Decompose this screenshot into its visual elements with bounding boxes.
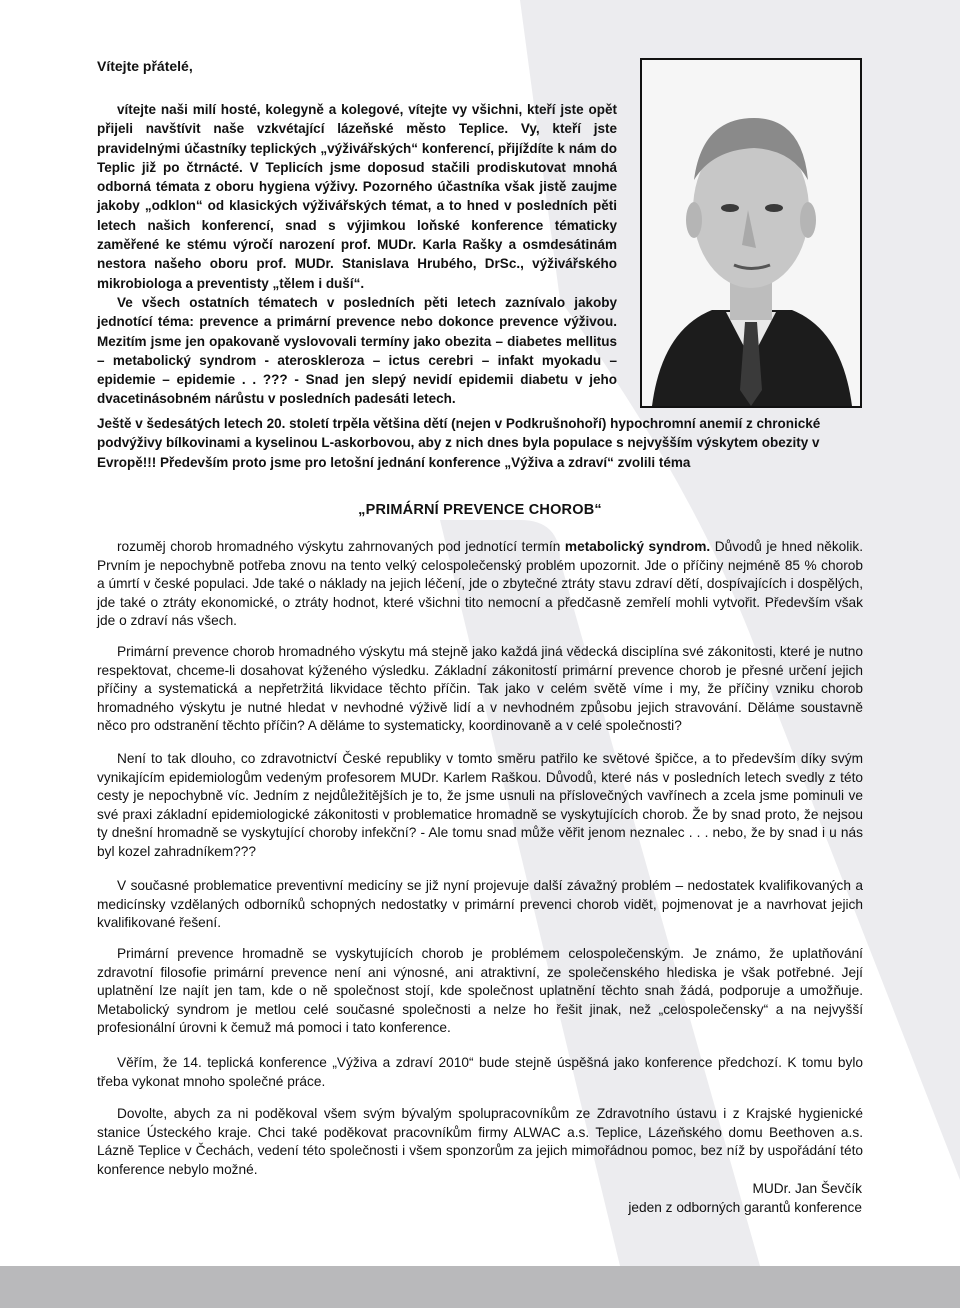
greeting: Vítejte přátelé, bbox=[97, 58, 193, 74]
section-heading: „PRIMÁRNÍ PREVENCE CHOROB“ bbox=[358, 502, 602, 518]
p5-text: Primární prevence hromadně se vyskytujících chorob je problémem celospolečenským. Je známo, že uplatňování zdravotní filosofie primární prevence není ani výnosné, ani atraktivní, ze společenského hlediska je však potřebné. Její uplatnění lze najít jen tam, kde o ně společnost stojí, kde společnost uplatnění těchto snah žádá, podporuje a umožňuje. Metabolický syndrom je metlou celé současné společnosti a nelze ho řešit jinak, než „celospolečensky“ a na nejvyšší profesionální úrovni k čemuž má pomoci i tato konference. bbox=[97, 946, 863, 1035]
p2-text: Primární prevence chorob hromadného výskytu má stejně jako každá jiná vědecká disciplína své zákonitosti, které je nutno respektovat, chceme-li dosahovat kýženého výsledku. Základní zákonitostí primární prevence chorob je přesné určení jejich příčiny a systematická a nepřetržitá likvidace těchto příčin. Tak jako v celém světě víme i my, že příčiny vzniku chorob hromadného výskytu je nutné hledat v nevhodné výživě lidí a v nevhodném způsobu jejich stravování. Děláme soustavně něco pro odstranění těchto příčin? A děláme to systematicky, koordinovaně a v celé společnosti? bbox=[97, 644, 863, 733]
p4-text: V současné problematice preventivní medicíny se již nyní projevuje další závažný problém – nedostatek kvalifikovaných a medicínsky vzdělaných odborníků schopných nedostatky v primární prevenci chorob vidět, pojmenovat je a navrhovat jejich kvalifikované řešení. bbox=[97, 878, 863, 930]
intro-paragraph-1: vítejte naši milí hosté, kolegyně a kolegové, vítejte vy všichni, kteří jste opět přijeli navštívit naše vzkvétající lázeňské město Teplice. Vy, kteří jste pravidelnými účastníky teplických „výživářských“ konferencí, přijíždíte k nám do Teplic již po čtrnácté. V Teplicích jsme doposud stačili prodiskutovat mnohá odborná témata z oboru hygiena výživy. Pozorného účastníka však jistě zaujme jakoby „odklon“ od klasických výživářských témat, a to hned v posledních pěti letech našich konferencí, snad s výjimkou loňské konference tématicky zaměřené ke stému výročí narození prof. MUDr. Karla Rašky a osmdesátinám nestora našeho oboru prof. MUDr. Stanislava Hrubého, DrSc., výživářského mikrobiologa a preventisty „tělem i duší“. bbox=[97, 102, 617, 291]
body-paragraph-4 bbox=[97, 877, 863, 933]
p1-end: Důvodů je hned několik. Prvním je nepochybně potřeba znovu na tento velký celospolečenský problém upozornit. Jde o příčiny nejméně 85 % chorob a úmrtí v české populaci. Jde také o náklady na jejich léčení, jde o zbytečné ztráty stavu zdraví dětí, dospívajících i dospělých, jde také o ztráty ekonomické, o ztráty hodnot, které všichni tito nemocní a předčasně zemřelí mohli vytvořit. Především však jde o zdraví nás všech. bbox=[97, 539, 864, 628]
body-paragraph-1 bbox=[97, 538, 863, 631]
p6-text: Věřím, že 14. teplická konference „Výživa a zdraví 2010“ bude stejně úspěšná jako konference předchozí. K tomu bylo třeba vykonat mnoho společné práce. bbox=[97, 1055, 863, 1089]
p3-text: Není to tak dlouho, co zdravotnictví České republiky v tomto směru patřilo ke světové špičce, a to především díky svým vynikajícím epidemiologům vedeným profesorem MUDr. Karlem Raškou. Důvodů, které nás v posledních letech svedly z této cesty je nepochybně víc. Jedním z nejdůležitějších je to, že jsme usnuli na příslovečných vavřínech a zcela jsme pominuli ve své praxi základní epidemiologické zákonitosti v problematice hromadně se vyskytujících chorob. Že by snad proto, že nejsou ty dnešní hromadně se vyskytující choroby infekční? - Ale tomu snad může věřit jenom neznalec . . . nebo, že by snad i u nás byl kozel zahradníkem??? bbox=[97, 751, 863, 859]
metabolic-syndrome-term: metabolický syndrom. bbox=[564, 539, 711, 554]
body-paragraph-7 bbox=[97, 1105, 863, 1179]
body-paragraph-6 bbox=[97, 1054, 863, 1091]
signature-name: MUDr. Jan Ševčík bbox=[752, 1181, 862, 1196]
body-paragraph-2 bbox=[97, 643, 863, 736]
body-paragraph-3 bbox=[97, 750, 863, 861]
intro-paragraph-2: Ve všech ostatních tématech v posledních pěti letech zaznívalo jakoby jednotící téma: prevence a primární prevence nebo dokonce prevence výživou. Mezitím jsme jen opakovaně vyslovovali termíny jako obezita – diabetes mellitus – metabolický syndrom - ateroskleroza – ictus cerebri – infakt myokadu – epidemie – epidemie . . ??? - Snad jen slepý nevidí epidemii diabetu v jeho dvacetinásobném nárůstu v posledních padesáti letech. bbox=[97, 294, 617, 407]
portrait-illustration bbox=[642, 60, 860, 406]
body-paragraph-5 bbox=[97, 945, 863, 1038]
intro-wide-paragraph: Ještě v šedesátých letech 20. století trpěla většina dětí (nejen v Podkrušnohoří) hypochromní anemií z chronické podvýživy bílkovinami a kyselinou L-askorbovou, aby z nich dnes byla populace s nejvyšším výskytem obezity v Evropě!!! Především proto jsme pro letošní jednání konference „Výživa a zdraví“ zvolili téma bbox=[97, 416, 821, 470]
author-portrait bbox=[640, 58, 862, 408]
p1-start: rozuměj chorob hromadného výskytu zahrnovaných pod jednotící termín bbox=[117, 539, 561, 554]
p7-text: Dovolte, abych za ni poděkoval všem svým bývalým spolupracovníkům ze Zdravotního ústavu i z Krajské hygienické stanice Ústeckého kraje. Chci také poděkovat pracovníkům firmy ALWAC a.s. Teplice, Lázeňského domu Beethoven a.s. Lázně Teplice v Čechách, vedení této společnosti i všem sponzorům za jejich mimořádnou pomoc, bez níž by uspořádání této konference nebylo možné. bbox=[97, 1106, 863, 1177]
intro-text bbox=[97, 100, 617, 409]
signature-block bbox=[628, 1180, 862, 1217]
signature-role: jeden z odborných garantů konference bbox=[628, 1199, 862, 1215]
